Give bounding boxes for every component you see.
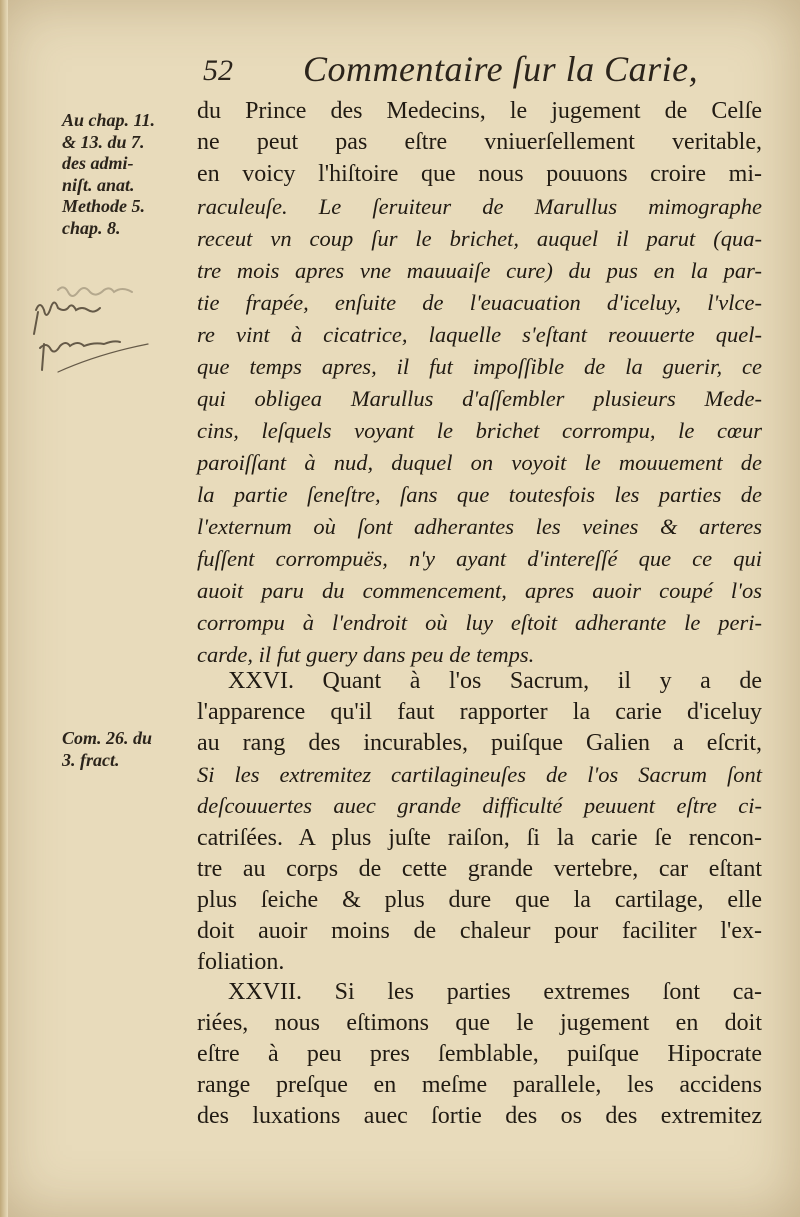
text-line: ne peut pas eſtre vniuerſellement veritable, — [197, 129, 762, 155]
margin-note-2 — [62, 728, 192, 771]
text-line: tie frapée, enſuite de l'euacuation d'iceluy, l'vlce- — [197, 290, 762, 315]
text-line: au rang des incurables, puiſque Galien a eſcrit, — [197, 730, 762, 756]
text-line: du Prince des Medecins, le jugement de Celſe — [197, 98, 762, 124]
margin-note-line: & 13. du 7. — [62, 131, 145, 152]
page-edge — [0, 0, 8, 1217]
page-header — [195, 46, 775, 96]
text-line: receut vn coup ſur le brichet, auquel il parut (qua- — [197, 226, 762, 251]
text-line: re vint à cicatrice, laquelle s'eſtant reouuerte quel- — [197, 322, 762, 347]
text-line: paroiſſant à nud, duquel on voyoit le mouuement de — [197, 450, 762, 475]
margin-note-line: Methode 5. — [62, 196, 145, 216]
running-title: Commentaire ſur la Carie, — [303, 49, 699, 89]
margin-note-line: chap. 8. — [62, 217, 121, 238]
margin-note-1 — [62, 110, 192, 239]
text-line: fuſſent corrompuës, n'y ayant d'intereſſé que ce qui — [197, 546, 762, 571]
text-line: Si les extremitez cartilagineuſes de l'os Sacrum ſont — [197, 762, 762, 787]
text-line: des luxations auec ſortie des os des extremitez — [197, 1103, 762, 1129]
text-line: catriſées. A plus juſte raiſon, ſi la carie ſe rencon- — [197, 825, 762, 851]
text-line: carde, il fut guery dans peu de temps. — [197, 642, 535, 667]
page-number: 52 — [203, 54, 233, 87]
text-line: l'apparence qu'il faut rapporter la carie d'iceluy — [197, 699, 762, 725]
text-line: corrompu à l'endroit où luy eſtoit adherante le peri- — [197, 610, 762, 635]
text-line: tre mois apres vne mauuaiſe cure) du pus en la par- — [197, 258, 762, 283]
margin-note-line: des admi- — [62, 153, 134, 173]
text-line: que temps apres, il fut impoſſible de la guerir, ce — [197, 354, 762, 379]
text-line: raculeuſe. Le ſeruiteur de Marullus mimographe — [197, 194, 762, 219]
text-line: qui obligea Marullus d'aſſembler plusieurs Mede- — [197, 386, 762, 411]
section-heading-line: XXVI. Quant à l'os Sacrum, il y a de — [228, 668, 762, 694]
text-line: doit auoir moins de chaleur pour faciliter l'ex- — [197, 918, 762, 944]
text-line: la partie ſeneſtre, ſans que toutesfois les parties de — [197, 482, 762, 507]
text-line: deſcouuertes auec grande difficulté peuuent eſtre ci- — [197, 793, 762, 818]
text-line: cins, leſquels voyant le brichet corrompu, le cœur — [197, 418, 762, 443]
text-line: range preſque en meſme parallele, les accidens — [197, 1072, 762, 1098]
text-line: eſtre à peu pres ſemblable, puiſque Hipocrate — [197, 1041, 762, 1067]
text-line: foliation. — [197, 949, 285, 975]
text-line: l'externum où ſont adherantes les veines & arteres — [197, 514, 762, 539]
text-line: tre au corps de cette grande vertebre, car eſtant — [197, 856, 762, 882]
text-line: en voicy l'hiſtoire que nous pouuons croire mi- — [197, 161, 762, 187]
text-line: auoit paru du commencement, apres auoir coupé l'os — [197, 578, 762, 603]
handwritten-annotation — [28, 282, 178, 382]
section-heading-line: XXVII. Si les parties extremes ſont ca- — [228, 979, 762, 1005]
margin-note-line: niſt. anat. — [62, 174, 135, 195]
margin-note-line: Com. 26. du — [62, 728, 153, 748]
text-line: plus ſeiche & plus dure que la cartilage, elle — [197, 887, 762, 913]
text-line: riées, nous eſtimons que le jugement en doit — [197, 1010, 762, 1036]
margin-note-line: Au chap. 11. — [62, 110, 156, 130]
margin-note-line: 3. fract. — [62, 749, 120, 770]
